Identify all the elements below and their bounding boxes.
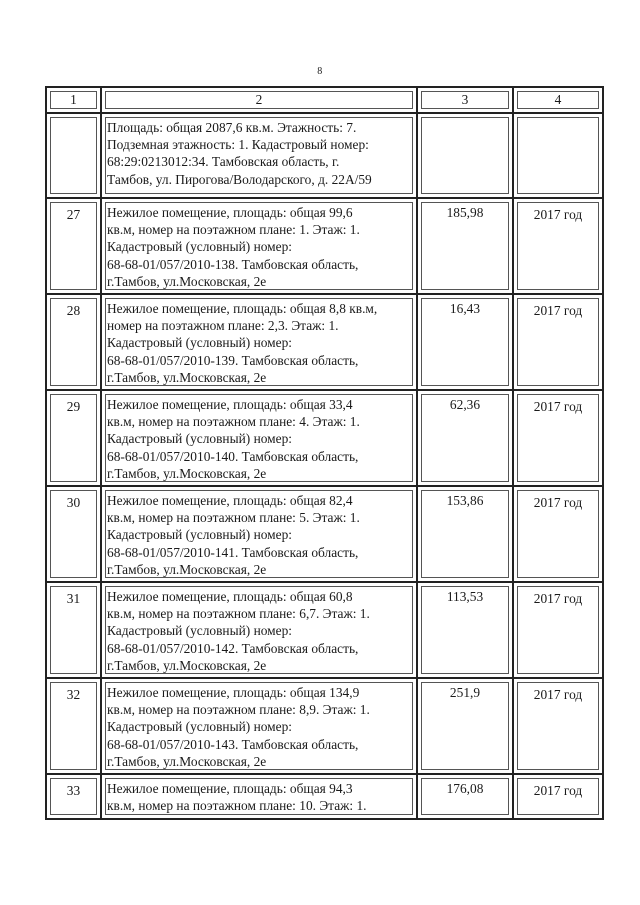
description-cell <box>101 294 417 390</box>
description-line: Нежилое помещение, площадь: общая 99,6 <box>107 205 353 220</box>
year-cell: 2017 год <box>513 774 603 818</box>
description-line: Нежилое помещение, площадь: общая 134,9 <box>107 685 360 701</box>
description-line: г.Тамбов, ул.Московская, 2е <box>107 273 267 289</box>
year-cell: 2017 год <box>513 390 603 486</box>
description-line: Кадастровый (условный) номер: <box>107 431 293 447</box>
row-number-cell: 29 <box>46 390 101 486</box>
description-line: г.Тамбов, ул.Московская, 2е <box>107 657 267 673</box>
description-line: 68-68-01/057/2010-138. Тамбовская область, <box>107 256 359 272</box>
row-number-cell: 28 <box>46 294 101 390</box>
value-cell: 153,86 <box>417 486 513 582</box>
description-line: г.Тамбов, ул.Московская, 2е <box>107 369 267 385</box>
description-line: Площадь: общая 2087,6 кв.м. Этажность: 7. <box>107 120 357 135</box>
value-cell: 176,08 <box>417 774 513 818</box>
table-header-row <box>46 87 603 113</box>
description-line: Нежилое помещение, площадь: общая 8,8 кв.м, <box>107 301 378 317</box>
value-cell <box>417 113 513 198</box>
table-row <box>46 294 603 390</box>
year-cell: 2017 год <box>513 582 603 678</box>
value-cell: 62,36 <box>417 390 513 486</box>
description-cell <box>101 582 417 678</box>
table-row <box>46 198 603 294</box>
value-cell: 251,9 <box>417 678 513 774</box>
description-cell <box>101 486 417 582</box>
row-number-cell: 33 <box>46 774 101 818</box>
row-number-cell <box>46 113 101 198</box>
description-line: Нежилое помещение, площадь: общая 82,4 <box>107 493 353 509</box>
description-line: Кадастровый (условный) номер: <box>107 335 293 351</box>
header-cell-3: 3 <box>417 87 513 113</box>
table-row <box>46 678 603 774</box>
row-number-cell: 27 <box>46 198 101 294</box>
description-line: г.Тамбов, ул.Московская, 2е <box>107 465 267 481</box>
description-line: 68-68-01/057/2010-141. Тамбовская область, <box>107 544 359 560</box>
table-row <box>46 486 603 582</box>
description-line: кв.м, номер на поэтажном плане: 4. Этаж: 1. <box>107 414 360 430</box>
row-number-cell: 32 <box>46 678 101 774</box>
year-cell: 2017 год <box>513 678 603 774</box>
description-cell <box>101 198 417 294</box>
year-cell: 2017 год <box>513 294 603 390</box>
description-line: Кадастровый (условный) номер: <box>107 623 293 639</box>
property-table <box>45 86 604 820</box>
table-row <box>46 774 603 818</box>
header-cell-2: 2 <box>101 87 417 113</box>
description-line: кв.м, номер на поэтажном плане: 1. Этаж: 1. <box>107 222 360 238</box>
row-number-cell: 31 <box>46 582 101 678</box>
table-row <box>46 113 603 198</box>
description-line: кв.м, номер на поэтажном плане: 5. Этаж: 1. <box>107 510 360 526</box>
table-body <box>46 87 603 819</box>
description-line: г.Тамбов, ул.Московская, 2е <box>107 753 267 769</box>
value-cell: 16,43 <box>417 294 513 390</box>
description-line: г.Тамбов, ул.Московская, 2е <box>107 561 267 577</box>
row-number-cell: 30 <box>46 486 101 582</box>
description-line: кв.м, номер на поэтажном плане: 10. Этаж: 1. <box>107 798 367 814</box>
table-row <box>46 582 603 678</box>
year-cell: 2017 год <box>513 198 603 294</box>
description-cell <box>101 113 417 198</box>
description-line: кв.м, номер на поэтажном плане: 8,9. Этаж: 1. <box>107 702 370 718</box>
description-line: Кадастровый (условный) номер: <box>107 719 293 735</box>
value-cell: 185,98 <box>417 198 513 294</box>
description-line: Тамбов, ул. Пирогова/Володарского, д. 22А/59 <box>107 171 372 187</box>
description-line: кв.м, номер на поэтажном плане: 6,7. Этаж: 1. <box>107 606 370 622</box>
description-cell <box>101 678 417 774</box>
table-row <box>46 390 603 486</box>
description-line: Нежилое помещение, площадь: общая 33,4 <box>107 397 353 413</box>
description-line: Нежилое помещение, площадь: общая 60,8 <box>107 589 353 605</box>
description-line: 68-68-01/057/2010-142. Тамбовская область, <box>107 640 359 656</box>
description-line: номер на поэтажном плане: 2,3. Этаж: 1. <box>107 318 339 334</box>
description-line: Подземная этажность: 1. Кадастровый номер: <box>107 137 369 153</box>
description-line: 68-68-01/057/2010-140. Тамбовская область, <box>107 448 359 464</box>
description-cell <box>101 390 417 486</box>
year-cell: 2017 год <box>513 486 603 582</box>
description-cell <box>101 774 417 818</box>
year-cell <box>513 113 603 198</box>
description-line: Кадастровый (условный) номер: <box>107 527 293 543</box>
description-line: 68-68-01/057/2010-143. Тамбовская область, <box>107 736 359 752</box>
header-cell-1: 1 <box>46 87 101 113</box>
description-line: Кадастровый (условный) номер: <box>107 239 293 255</box>
value-cell: 113,53 <box>417 582 513 678</box>
description-line: Нежилое помещение, площадь: общая 94,3 <box>107 781 353 797</box>
description-line: 68:29:0213012:34. Тамбовская область, г. <box>107 154 340 170</box>
page-number: 8 <box>317 66 323 77</box>
header-cell-4: 4 <box>513 87 603 113</box>
description-line: 68-68-01/057/2010-139. Тамбовская область, <box>107 352 359 368</box>
